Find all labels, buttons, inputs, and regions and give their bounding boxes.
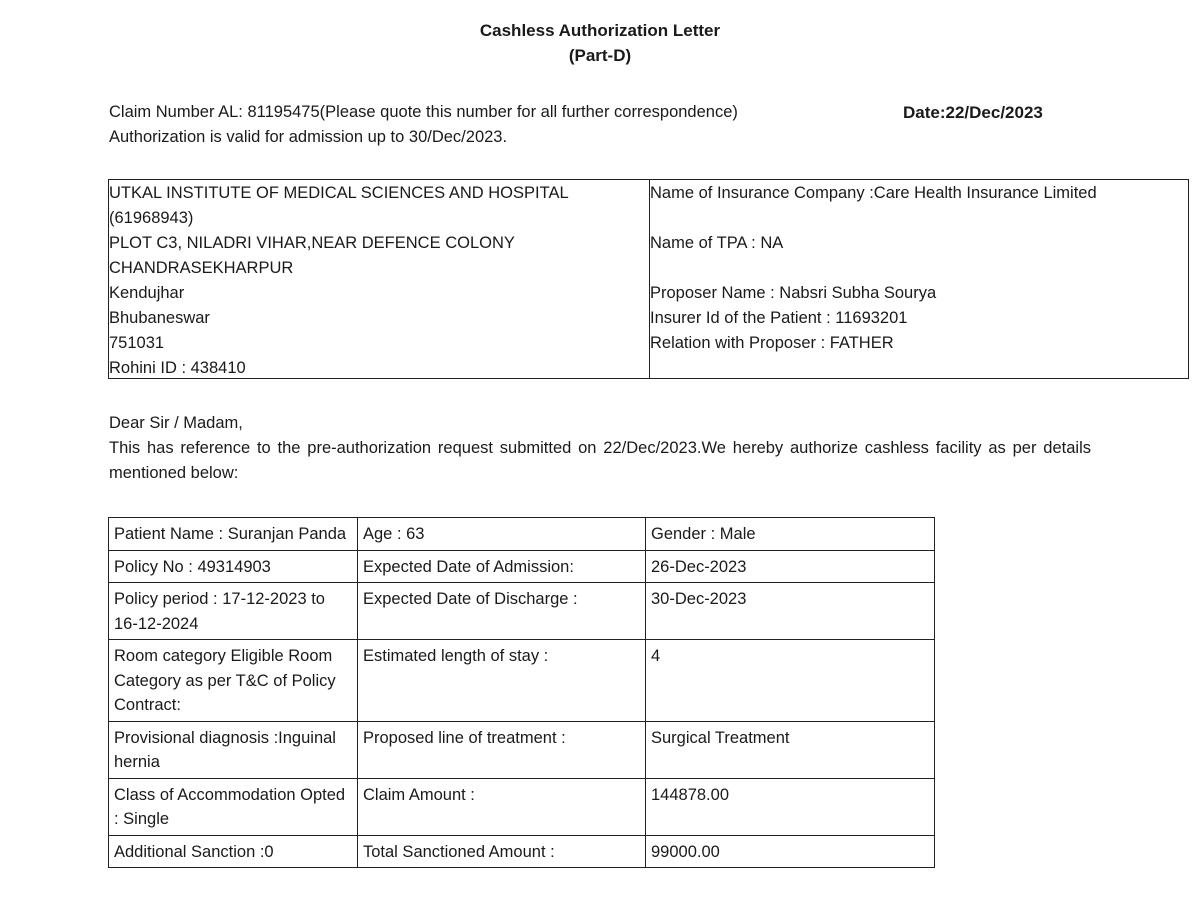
admission-date-value: 26-Dec-2023 [646,550,935,583]
relation-with-proposer: Relation with Proposer : FATHER [650,334,894,352]
address-line: PLOT C3, NILADRI VIHAR,NEAR DEFENCE COLONY [109,234,515,252]
insurance-company: Name of Insurance Company :Care Health Insurance Limited [650,184,1097,202]
hospital-code: (61968943) [109,209,194,227]
address-pincode: 751031 [109,334,165,352]
letter-date: Date:22/Dec/2023 [903,103,1043,122]
accommodation-class: Class of Accommodation Opted : Single [109,778,358,835]
table-row [109,778,935,835]
treatment-value: Surgical Treatment [646,721,935,778]
sanctioned-amount-label: Total Sanctioned Amount : [358,835,646,868]
hospital-name: UTKAL INSTITUTE OF MEDICAL SCIENCES AND HOSPITAL [109,184,569,202]
table-row [109,640,935,722]
tpa-name: Name of TPA : NA [650,234,784,252]
hospital-address [109,180,650,378]
document-title: Cashless Authorization Letter [479,21,721,40]
address-line: CHANDRASEKHARPUR [109,259,294,277]
address-city: Bhubaneswar [109,309,210,327]
table-row [109,518,935,551]
insurance-info [650,180,1188,378]
admission-date-label: Expected Date of Admission: [358,550,646,583]
table-row [109,835,935,868]
proposer-name: Proposer Name : Nabsri Subha Sourya [650,284,937,302]
address-district: Kendujhar [109,284,185,302]
discharge-date-label: Expected Date of Discharge : [358,583,646,640]
table-row [109,721,935,778]
stay-length-value: 4 [646,640,935,722]
document-subtitle: (Part-D) [568,46,632,65]
hospital-insurance-box [108,179,1189,379]
additional-sanction: Additional Sanction :0 [109,835,358,868]
policy-number: Policy No : 49314903 [109,550,358,583]
stay-length-label: Estimated length of stay : [358,640,646,722]
table-row [109,583,935,640]
claim-amount-label: Claim Amount : [358,778,646,835]
policy-period: Policy period : 17-12-2023 to 16-12-2024 [109,583,358,640]
treatment-label: Proposed line of treatment : [358,721,646,778]
letter-header [0,18,1200,68]
table-row [109,550,935,583]
salutation: Dear Sir / Madam, [109,414,243,432]
claim-number: Claim Number AL: 81195475(Please quote this number for all further correspondence) [109,103,738,121]
insurer-patient-id: Insurer Id of the Patient : 11693201 [650,309,908,327]
authorization-details-table [108,517,935,868]
authorization-validity: Authorization is valid for admission up to 30/Dec/2023. [109,128,508,146]
patient-name: Patient Name : Suranjan Panda [109,518,358,551]
rohini-id: Rohini ID : 438410 [109,359,246,377]
provisional-diagnosis: Provisional diagnosis :Inguinal hernia [109,721,358,778]
patient-gender: Gender : Male [646,518,935,551]
sanctioned-amount-value: 99000.00 [646,835,935,868]
claim-amount-value: 144878.00 [646,778,935,835]
patient-age: Age : 63 [358,518,646,551]
discharge-date-value: 30-Dec-2023 [646,583,935,640]
room-category: Room category Eligible Room Category as per T&C of Policy Contract: [109,640,358,722]
letter-body: This has reference to the pre-authorization request submitted on 22/Dec/2023.We hereby authorize cashless facility as per details mentioned below: [109,439,1091,482]
